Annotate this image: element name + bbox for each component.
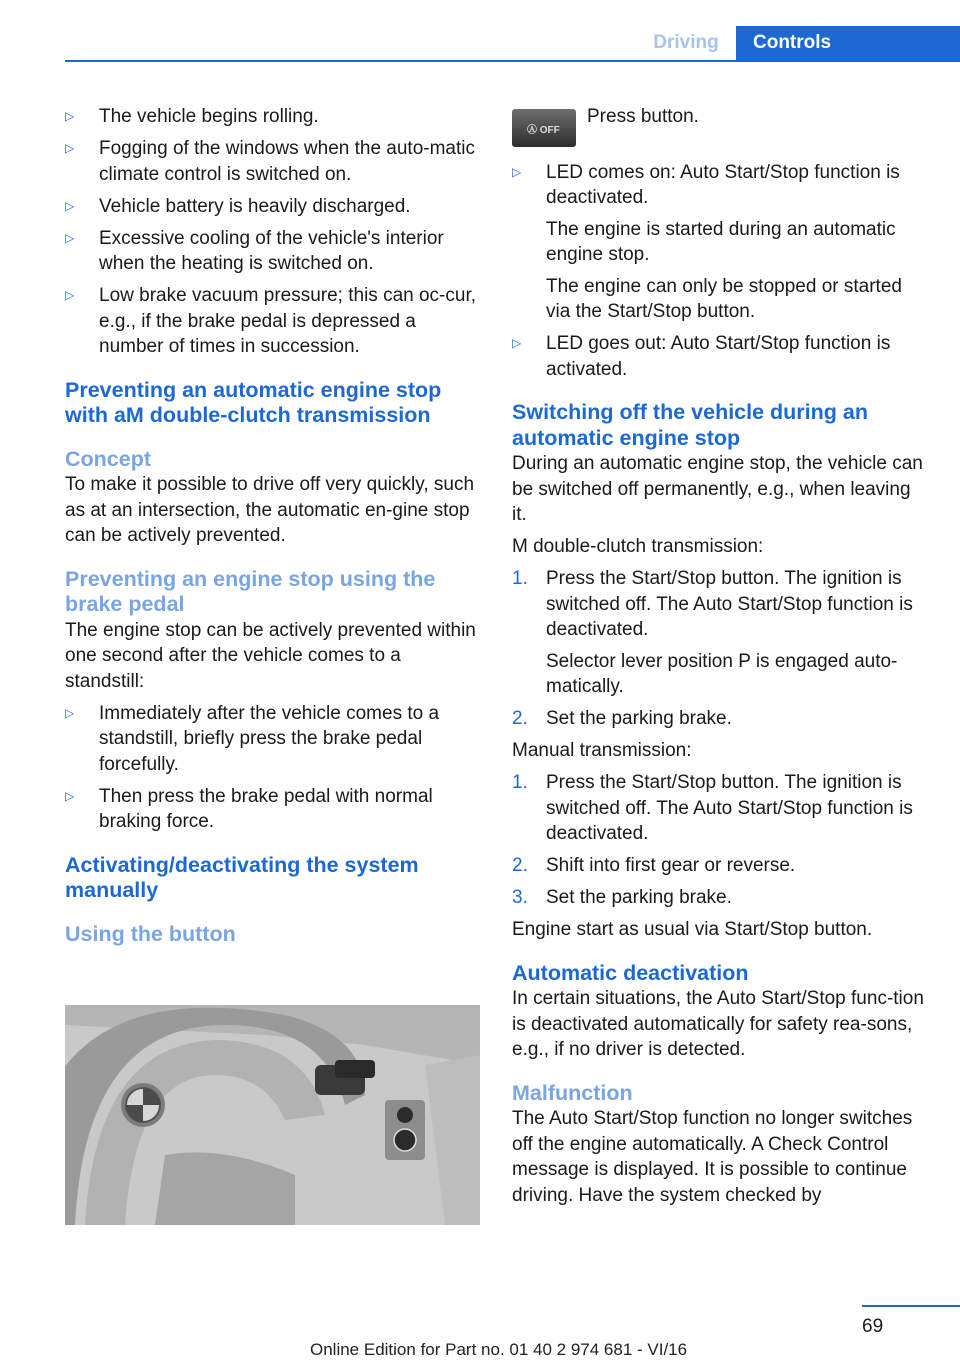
list-item bbox=[65, 194, 477, 220]
triangle-bullet-icon: ▷ bbox=[65, 230, 75, 245]
step-text: Set the parking brake. bbox=[546, 887, 732, 908]
list-item bbox=[65, 136, 477, 187]
paragraph-switch-off: During an automatic engine stop, the vehicle can be switched off permanently, e.g., when leaving it. bbox=[512, 453, 923, 525]
triangle-bullet-icon: ▷ bbox=[512, 336, 522, 350]
step-number: 1. bbox=[512, 568, 528, 589]
list-item bbox=[65, 283, 477, 360]
triangle-bullet-icon: ▷ bbox=[65, 109, 75, 123]
triangle-bullet-icon: ▷ bbox=[65, 788, 75, 803]
step-number: 2. bbox=[512, 708, 528, 729]
step-subtext: Selector lever position P is engaged auto‐matically. bbox=[546, 650, 898, 697]
list-item-subtext: The engine is started during an automatic engine stop. bbox=[546, 218, 896, 265]
triangle-bullet-icon: ▷ bbox=[65, 705, 75, 720]
list-item-text: Immediately after the vehicle comes to a standstill, briefly press the brake pedal forcefully. bbox=[99, 702, 440, 775]
step-text: Press the Start/Stop button. The ignition is switched off. The Auto Start/Stop function is deactivated. bbox=[546, 772, 913, 844]
header-rule bbox=[65, 60, 960, 62]
list-item bbox=[512, 160, 930, 325]
heading-activate-manually: Activating/deactivating the system manually bbox=[65, 852, 419, 902]
numbered-step bbox=[512, 706, 930, 732]
step-text: Shift into first gear or reverse. bbox=[546, 855, 796, 876]
numbered-step bbox=[512, 885, 930, 911]
triangle-bullet-icon: ▷ bbox=[65, 141, 75, 155]
list-item bbox=[65, 104, 477, 130]
list-item-text: Low brake vacuum pressure; this can oc‐cur, e.g., if the brake pedal is depressed a number of times in succession. bbox=[99, 285, 477, 357]
button-label: Ⓐ OFF bbox=[527, 125, 560, 136]
heading-switch-off-vehicle: Switching off the vehicle during an automatic engine stop bbox=[512, 400, 868, 450]
right-column bbox=[512, 104, 930, 1215]
header-chapter-tab: Controls bbox=[736, 26, 960, 60]
triangle-bullet-icon: ▷ bbox=[65, 288, 75, 302]
paragraph-concept: To make it possible to drive off very quickly, such as at an intersection, the automatic en‐gine stop can be actively prevented. bbox=[65, 474, 475, 546]
list-item-text: The vehicle begins rolling. bbox=[99, 106, 319, 127]
numbered-step bbox=[512, 566, 930, 700]
triangle-bullet-icon: ▷ bbox=[65, 198, 75, 213]
list-item-text: Then press the brake pedal with normal braking force. bbox=[99, 785, 433, 832]
list-item-text: Vehicle battery is heavily discharged. bbox=[99, 195, 411, 217]
steering-wheel-image bbox=[65, 1005, 480, 1225]
heading-concept: Concept bbox=[65, 446, 151, 471]
paragraph-engine-start: Engine start as usual via Start/Stop button. bbox=[512, 919, 873, 940]
left-column bbox=[65, 104, 477, 947]
paragraph-automatic-deactivation: In certain situations, the Auto Start/Stop func‐tion is deactivated automatically for safety rea‐sons, e.g., if no driver is detected. bbox=[512, 988, 924, 1060]
header-section-tab: Driving bbox=[653, 32, 719, 53]
numbered-step bbox=[512, 853, 930, 879]
list-item bbox=[512, 331, 930, 382]
heading-using-button: Using the button bbox=[65, 921, 236, 946]
step-number: 3. bbox=[512, 887, 528, 908]
paragraph-malfunction: The Auto Start/Stop function no longer switches off the engine automatically. A Check Control message is displayed. It is possible to continue driving. Have the system checked by bbox=[512, 1108, 913, 1206]
list-item-text: LED comes on: Auto Start/Stop function is deactivated. bbox=[546, 161, 900, 208]
paragraph-mdct: M double-clutch transmission: bbox=[512, 536, 764, 557]
list-item bbox=[65, 226, 477, 277]
heading-prevent-engine-stop: Preventing an automatic engine stop with aM double-clutch transmission bbox=[65, 377, 442, 427]
list-item bbox=[65, 784, 477, 835]
paragraph-brake: The engine stop can be actively prevented within one second after the vehicle comes to a standstill: bbox=[65, 619, 476, 692]
list-item-text: Fogging of the windows when the auto‐matic climate control is switched on. bbox=[99, 138, 475, 185]
footer-rule bbox=[862, 1305, 960, 1307]
triangle-bullet-icon: ▷ bbox=[512, 164, 522, 179]
heading-brake-pedal: Preventing an engine stop using the brake pedal bbox=[65, 566, 436, 616]
list-item-text: LED goes out: Auto Start/Stop function is activated. bbox=[546, 333, 891, 380]
step-number: 1. bbox=[512, 772, 528, 793]
step-text: Set the parking brake. bbox=[546, 708, 732, 729]
paragraph-press-button: Press button. bbox=[587, 106, 699, 127]
list-item-text: Excessive cooling of the vehicle's interior when the heating is switched on. bbox=[99, 227, 444, 274]
heading-automatic-deactivation: Automatic deactivation bbox=[512, 960, 749, 985]
footer-edition: Online Edition for Part no. 01 40 2 974 681 - VI/16 bbox=[310, 1340, 688, 1359]
heading-malfunction: Malfunction bbox=[512, 1080, 633, 1105]
step-number: 2. bbox=[512, 855, 528, 876]
paragraph-manual: Manual transmission: bbox=[512, 740, 692, 761]
step-text: Press the Start/Stop button. The ignition is switched off. The Auto Start/Stop function is deactivated. bbox=[546, 568, 913, 640]
list-item-subtext: The engine can only be stopped or started via the Start/Stop button. bbox=[546, 275, 902, 322]
list-item bbox=[65, 701, 477, 778]
numbered-step bbox=[512, 770, 930, 847]
page-number: 69 bbox=[862, 1316, 884, 1337]
steering-wheel-illustration bbox=[65, 1005, 480, 1225]
